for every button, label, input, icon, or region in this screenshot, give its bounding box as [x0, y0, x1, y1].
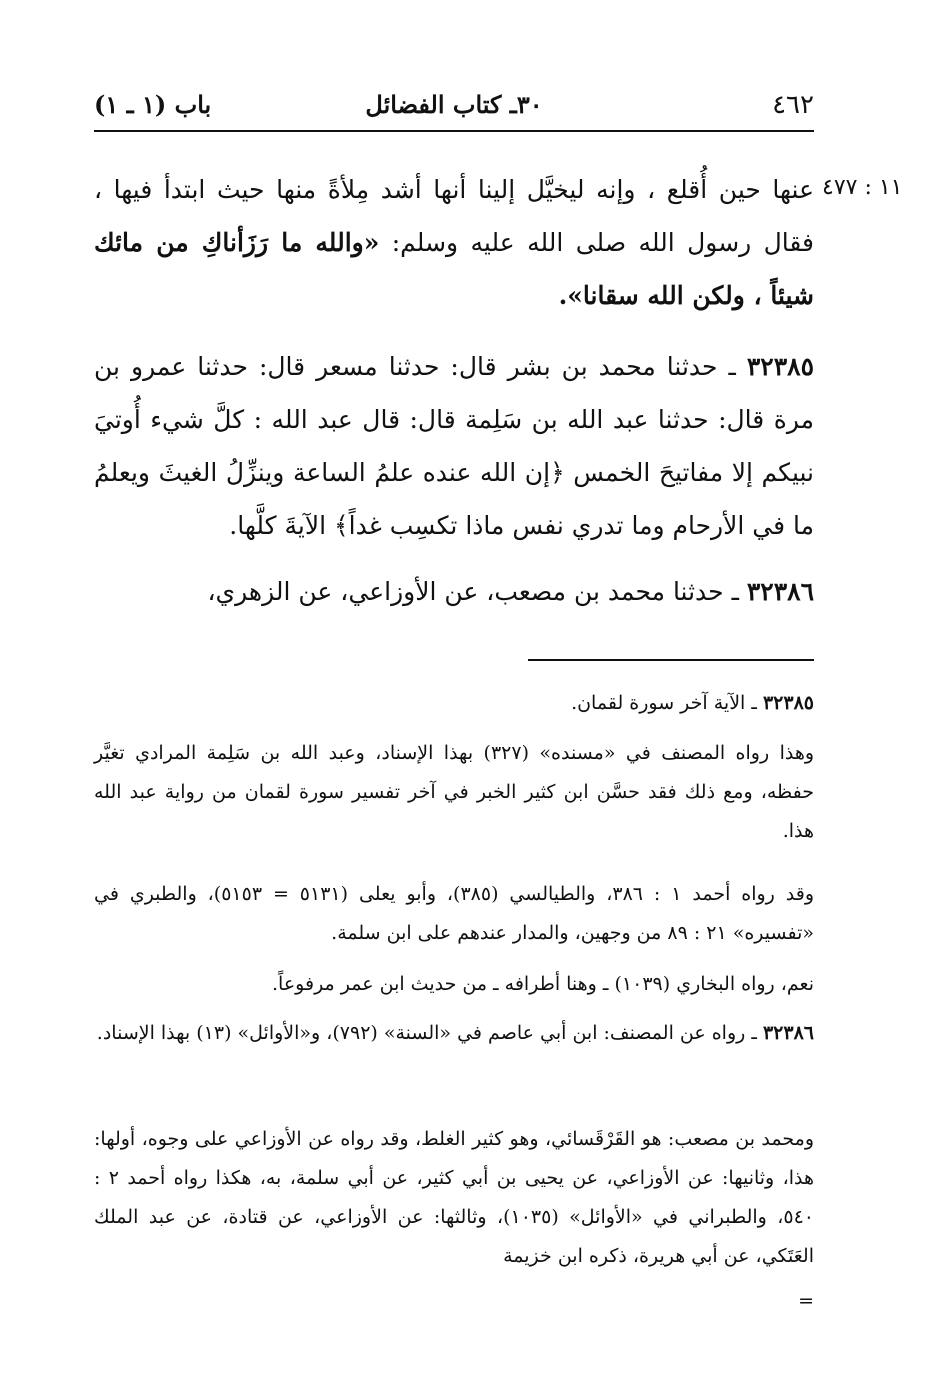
page-number: ٤٦٢ — [772, 90, 814, 120]
chapter-title: باب (١ ـ ١) — [94, 90, 212, 119]
header-rule — [94, 130, 814, 132]
hadith-32385 — [94, 340, 814, 552]
footnote-paragraph: وهذا رواه المصنف في «مسنده» (٣٢٧) بهذا الإسناد، وعبد الله بن سَلِمة المرادي تغيَّر حفظه، ومع ذلك فقد حسَّن ابن كثير الخبر في آخر تفسير سورة لقمان من رواية عبد الله هذا. — [94, 742, 815, 842]
footnote-32385 — [94, 684, 814, 723]
book-title: ٣٠ـ كتاب الفضائل — [365, 90, 543, 119]
hadith-32386 — [94, 565, 814, 618]
footnote-paragraph: وقد رواه أحمد ١ : ٣٨٦، والطيالسي (٣٨٥)، وأبو يعلى (٥١٣١ = ٥١٥٣)، والطبري في «تفسيره» ٢١ : ٨٩ من وجهين، والمدار عندهم على ابن سلمة. — [94, 883, 815, 944]
continuation-mark: = — [798, 1290, 814, 1312]
hadith-quote: «والله ما رَزَأناكِ من مائك شيئاً ، ولكن الله سقانا». — [94, 228, 814, 310]
footnote-number: ٣٢٣٨٦ — [762, 1022, 814, 1044]
hadith-text: ـ حدثنا محمد بن بشر قال: حدثنا مسعر قال: حدثنا عمرو بن مرة قال: حدثنا عبد الله بن سَلِمة قال: قال عبد الله : كلَّ شيء أُوتيَ نبيكم إلا مفاتيحَ الخمس ﴿إن الله عنده علمُ الساعة وينزِّلُ الغيثَ ويعلمُ ما في الأرحام وما تدري نفس ماذا تكسِب غداً﴾ الآيةَ كلَّها. — [94, 352, 814, 540]
margin-reference: ١١ : ٤٧٧ — [822, 175, 903, 200]
hadith-text: ـ حدثنا محمد بن مصعب، عن الأوزاعي، عن الزهري، — [207, 577, 747, 606]
footnote-paragraph: ومحمد بن مصعب: هو القَرْقَسائي، وهو كثير الغلط، وقد رواه عن الأوزاعي على وجوه، أولها: هذا، وثانيها: عن الأوزاعي، عن يحيى بن أبي كثير، عن أبي سلمة، به، هكذا رواه أحمد ٢ : ٥٤٠، والطبراني في «الأوائل» (١٠٣٥)، وثالثها: عن الأوزاعي، عن قتادة، عن عبد الملك العَتَكي، عن أبي هريرة، ذكره ابن خزيمة — [94, 1128, 814, 1267]
footnote-32386 — [94, 1014, 814, 1053]
footnote-text: ـ رواه عن المصنف: ابن أبي عاصم في «السنة» (٧٩٢)، و«الأوائل» (١٣) بهذا الإسناد. — [96, 1022, 763, 1044]
hadith-number: ٣٢٣٨٥ — [746, 352, 814, 381]
footnote-paragraph: نعم، رواه البخاري (١٠٣٩) ـ وهنا أطرافه ـ من حديث ابن عمر مرفوعاً. — [272, 973, 814, 995]
page-header — [94, 88, 814, 130]
paragraph-continuation — [94, 163, 814, 322]
hadith-number: ٣٢٣٨٦ — [746, 577, 814, 606]
footnote-number: ٣٢٣٨٥ — [762, 692, 814, 714]
footnote-separator — [528, 659, 814, 661]
paragraph-text: عنها حين أُقلع ، وإنه ليخيَّل إلينا أنها أشد مِلأةً منها حيث ابتدأ فيها ، فقال رسول الله صلى الله عليه وسلم: — [94, 175, 814, 257]
footnote-text: ـ الآية آخر سورة لقمان. — [571, 692, 763, 714]
